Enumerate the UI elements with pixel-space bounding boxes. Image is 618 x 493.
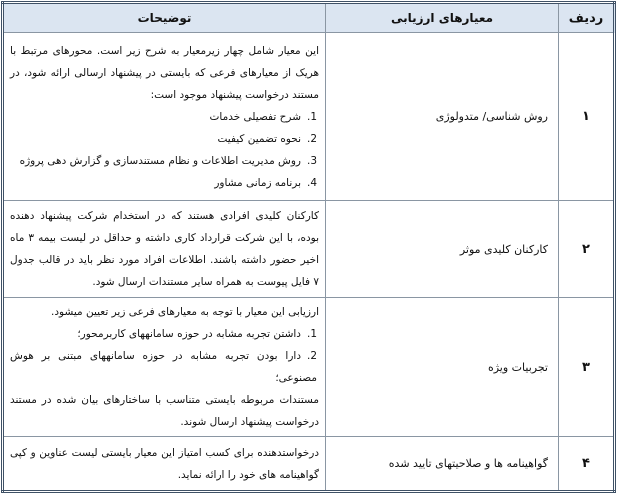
row-number: ۱	[559, 33, 615, 201]
item-text: دارا بودن تجربه مشابه در حوزه سامانههای مبتنی بر هوش مصنوعی؛	[10, 350, 317, 384]
header-description: توضیحات	[3, 3, 326, 33]
description-text: این معیار شامل چهار زیرمعیار به شرح زیر است. محورهای مرتبط با هریک از معیارهای فرعی که بایستی در پیشنهاد ارسالی ارائه شود، در مستند درخواست پیشنهاد موجود است:	[10, 44, 319, 101]
list-item	[10, 106, 319, 128]
criteria-cell: روش شناسی/ متدولوژی	[326, 33, 559, 201]
criteria-cell: کارکنان کلیدی موثر	[326, 201, 559, 298]
row-number: ۴	[559, 437, 615, 492]
list-item	[10, 323, 319, 345]
item-number: 1.	[306, 110, 317, 123]
table-row	[3, 201, 615, 298]
description-note: مستندات مربوطه بایستی متناسب با ساختارهای بیان شده در مستند درخواست پیشنهاد ارسال شوند.	[10, 394, 319, 428]
description-cell	[3, 298, 326, 437]
description-cell: درخواستدهنده برای کسب امتیاز این معیار بایستی لیست عناوین و کپی گواهینامه های خود را ارائه نماید.	[3, 437, 326, 492]
item-text: روش مدیریت اطلاعات و نظام مستندسازی و گزارش دهی پروژه	[19, 154, 301, 167]
item-number: 3.	[306, 154, 317, 167]
row-number: ۲	[559, 201, 615, 298]
list-item	[10, 345, 319, 389]
list-item	[10, 128, 319, 150]
table-row	[3, 437, 615, 492]
list-item	[10, 150, 319, 172]
table-row	[3, 298, 615, 437]
header-row-number: ردیف	[559, 3, 615, 33]
table-row	[3, 33, 615, 201]
header-criteria: معیارهای ارزیابی	[326, 3, 559, 33]
item-text: برنامه زمانی مشاور	[214, 176, 301, 189]
item-text: نحوه تضمین کیفیت	[217, 132, 301, 145]
description-cell: کارکنان کلیدی افرادی هستند که در استخدام شرکت پیشنهاد دهنده بوده، با این شرکت قرارداد کاری داشته و حداقل در لیست بیمه ۳ ماه اخیر حضور داشته باشند. اطلاعات افراد مورد نظر باید در قالب جدول ۷ فایل پیوست به همراه سایر مستندات ارسال شود.	[3, 201, 326, 298]
criteria-cell: گواهینامه ها و صلاحیتهای تایید شده	[326, 437, 559, 492]
criteria-cell: تجربیات ویژه	[326, 298, 559, 437]
description-cell	[3, 33, 326, 201]
list-item	[10, 172, 319, 194]
item-number: 2.	[306, 350, 317, 362]
item-number: 2.	[306, 132, 317, 145]
description-text: ارزیابی این معیار با توجه به معیارهای فرعی زیر تعیین میشود.	[51, 306, 319, 318]
item-text: داشتن تجربه مشابه در حوزه سامانههای کاربرمحور؛	[77, 328, 301, 340]
item-number: 4.	[306, 176, 317, 189]
item-number: 1.	[306, 328, 317, 340]
evaluation-criteria-table	[1, 1, 616, 493]
row-number: ۳	[559, 298, 615, 437]
item-text: شرح تفصیلی خدمات	[209, 110, 301, 123]
header-row	[3, 3, 615, 33]
